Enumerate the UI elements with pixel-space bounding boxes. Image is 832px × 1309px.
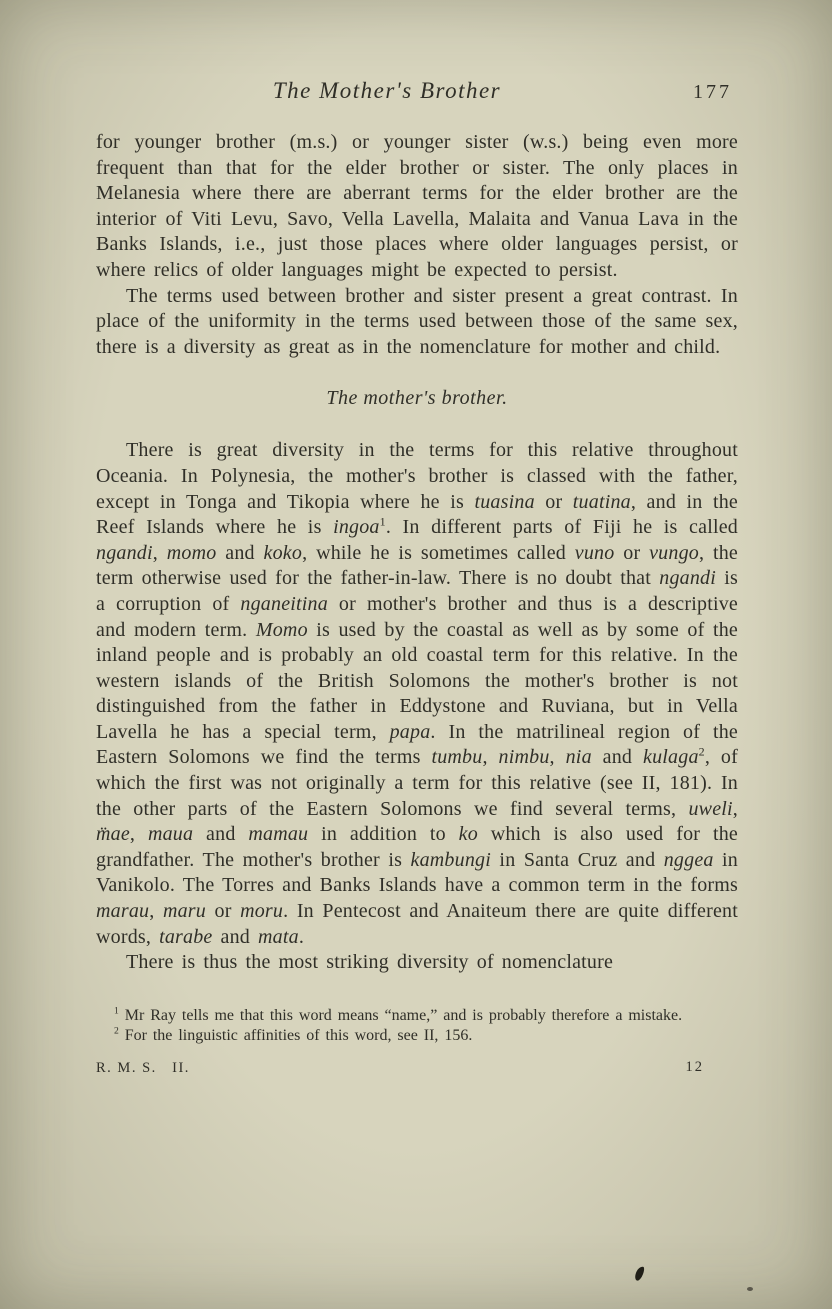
footnote-2: $^2$ For the linguistic affinities of this word, see II, 156. [114,1025,473,1045]
page-body [96,130,738,976]
ink-dot [747,1287,753,1291]
page-footer [96,1059,738,1079]
paragraph-1: for younger brother (m.s.) or younger sister (w.s.) being even more frequent than that for the elder brother or sister. The only places in Melanesia where there are aberrant terms for the elder brother are the interior of Viti Levu, Savo, Vella Lavella, Malaita and Vanua Lava in the Banks Islands, i.e., just those places where older languages persist, or where relics of older languages might be expected to persist. [96,131,738,281]
running-title: The Mother's Brother [272,78,502,103]
section-heading: The mother's brother. [326,387,508,410]
footnote-1: $^1$ Mr Ray tells me that this word means “name,” and is probably therefore a mistake. [114,1005,683,1024]
signature-mark: R. M. S. II. [96,1059,190,1076]
text-block [96,78,738,1079]
page-number: 177 [693,81,732,103]
footnotes [96,1006,738,1047]
paragraph-2: The terms used between brother and sister present a great contrast. In place of the uniformity in the terms used between those of the same sex, there is a diversity as great as in the nomenclature for mother and child. [96,284,738,358]
page-header [96,78,738,110]
gathering-number: 12 [685,1058,704,1075]
paragraph-3: There is great diversity in the terms for this relative throughout Oceania. In Polynesia, the mother's brother is classed with the father, except in Tonga and Tikopia where he is tuasina or tuatina, and in the Reef Islands where he is ingoa$^1$. In different parts of Fiji he is called ngandi, momo and koko, while he is sometimes called vuno or vungo, the term otherwise used for the father-in-law. There is no doubt that ngandi is a corruption of nganeitina or mother's brother and thus is a descriptive and modern term. Momo is used by the coastal as well as by some of the inland people and is probably an old coastal term for this relative. In the western islands of the British Solomons the mother's brother is not distinguished from the father in Eddystone and Ruviana, but in Vella Lavella he has a special term, papa. In the matrilineal region of the Eastern Solomons we find the terms tumbu, nimbu, nia and kulaga$^2$, of which the first was not originally a term for this relative (see II, 181). In the other parts of the Eastern Solomons we find several terms, uweli, m̈ae, maua and mamau in addition to ko which is also used for the grandfather. The mother's brother is kambungi in Santa Cruz and nggea in Vanikolo. The Torres and Banks Islands have a common term in the forms marau, maru or moru. In Pentecost and Anaiteum there are quite different words, tarabe and mata. [96,439,739,948]
ink-mark [634,1265,646,1281]
paragraph-4: There is thus the most striking diversity of nomenclature [126,951,614,974]
